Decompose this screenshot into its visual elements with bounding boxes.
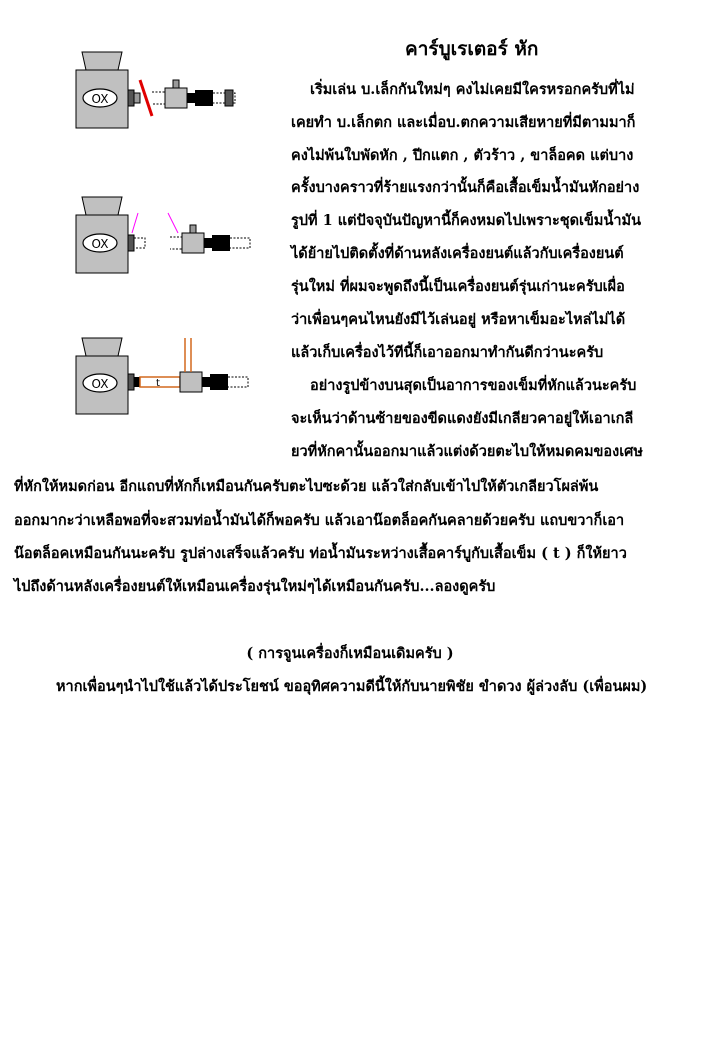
figure-2-separated-parts [70,195,250,280]
tuning-note: ( การจูนเครื่องก็เหมือนเดิมครับ ) [246,645,454,662]
paragraph-line: ครั้งบางคราวที่ร้ายแรงกว่านั้นก็คือเสื้อเข็มน้ำมันหักอย่าง [291,179,640,196]
paragraph-line: เคยทำ บ.เล็กตก และเมื่อบ.ตกความเสียหายที่มีตามมาก็ [291,114,636,131]
broken-mark [140,80,152,116]
paragraph-line: น๊อตล็อคเหมือนกันนะครับ รูปล่างเสร็จแล้วครับ ท่อน้ำมันระหว่างเสื้อคาร์บูกับเสื้อเข็ม ( t ) ก็ให้ยาว [14,545,627,562]
paragraph-line: คงไม่พ้นใบพัดหัก , ปีกแตก , ตัวร้าว , ขาล็อคด แต่บาง [291,147,634,164]
figure-3-finished-assembly [70,336,250,421]
paragraph-line: ยวที่หักคานั้นออกมาแล้วแต่งด้วยตะไบให้หมดคมของเศษ [291,443,643,460]
paragraph-line: ได้ย้ายไปติดตั้งที่ด้านหลังเครื่องยนต์แล้วกับเครื่องยนต์ [291,245,624,262]
figure-label: OX [91,92,109,106]
paragraph-line: จะเห็นว่าด้านซ้ายของขีดแดงยังมีเกลียวคาอยู่ให้เอาเกลี [291,410,634,427]
figure-1-broken-carburetor [70,50,250,135]
paragraph-line: รุ่นใหม่ ที่ผมจะพูดถึงนี้เป็นเครื่องยนต์รุ่นเก่านะครับเผื่อ [291,278,625,295]
figure-label: OX [91,237,109,251]
tube-marker: t [156,378,160,389]
paragraph-line: รูปที่ 1 แต่ปัจจุบันปัญหานี้ก็คงหมดไปเพราะชุดเข็มน้ำมัน [291,212,642,229]
paragraph-line: เริ่มเล่น บ.เล็กกันใหม่ๆ คงไม่เคยมีใครหรอกครับที่ไม่ [310,81,635,98]
credit-line: หากเพื่อนๆนำไปใช้แล้วได้ประโยชน์ ขออุทิศความดีนี้ให้กับนายพิชัย ขำดวง ผู้ล่วงลับ (เพื่อนผม) [56,678,648,695]
figure-label: OX [91,377,109,391]
page-title: คาร์บูเรเตอร์ หัก [405,38,539,60]
paragraph-line: อย่างรูปข้างบนสุดเป็นอาการของเข็มที่หักแล้วนะครับ [310,377,637,394]
paragraph-line: ว่าเพื่อนๆคนไหนยังมีไว้เล่นอยู่ หรือหาเข็มอะไหล่ไม่ได้ [291,311,626,328]
paragraph-line: ที่หักให้หมดก่อน อีกแถบที่หักก็เหมือนกันครับตะไบซะด้วย แล้วใส่กลับเข้าไปให้ตัวเกลียวโผล่พ้น [14,478,599,495]
paragraph-line: ไปถึงด้านหลังเครื่องยนต์ให้เหมือนเครื่องรุ่นใหม่ๆได้เหมือนกันครับ...ลองดูครับ [14,578,496,595]
paragraph-line: แล้วเก็บเครื่องไว้ทีนี้ก็เอาออกมาทำกันดีกว่านะครับ [291,344,604,361]
fuel-tube [140,377,180,387]
paragraph-line: ออกมากะว่าเหลือพอที่จะสวมท่อน้ำมันได้ก็พอครับ แล้วเอาน๊อตล็อคกันคลายด้วยครับ แถบขวาก็เอา [14,512,625,529]
